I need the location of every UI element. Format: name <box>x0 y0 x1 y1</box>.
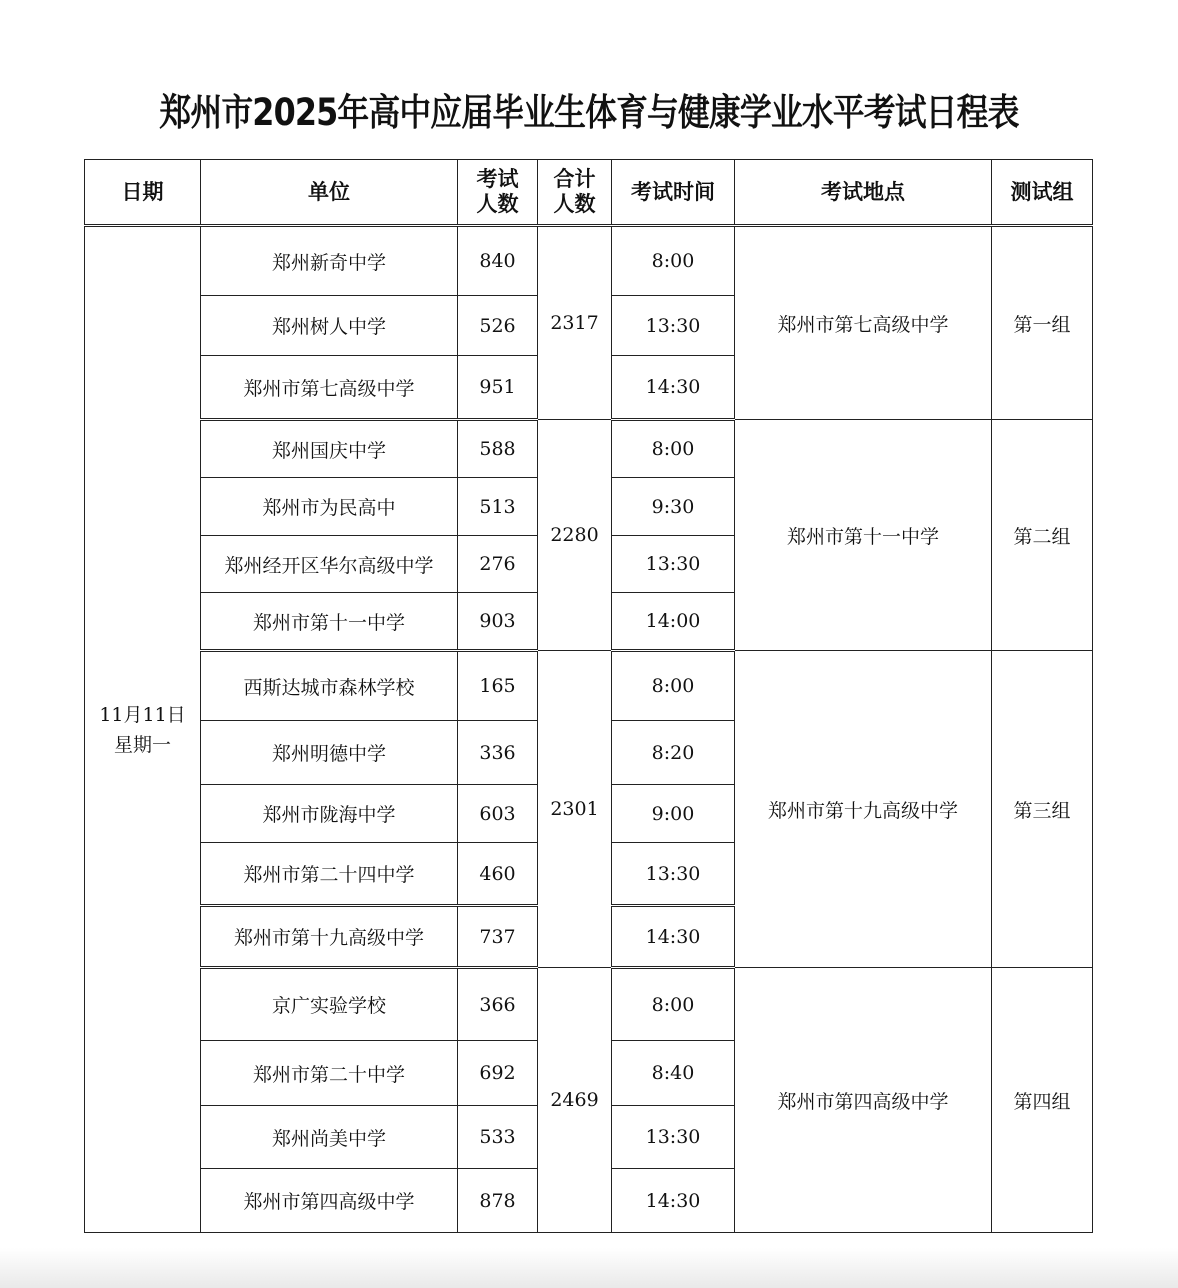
time-cell: 8:00 <box>612 420 735 478</box>
schedule-table <box>84 159 1093 1233</box>
total-cell: 2301 <box>538 651 612 968</box>
count-cell: 366 <box>458 968 538 1041</box>
time-cell: 13:30 <box>612 536 735 593</box>
unit-cell: 郑州市为民高中 <box>201 478 458 536</box>
count-cell: 513 <box>458 478 538 536</box>
location-cell: 郑州市第十一中学 <box>735 420 992 651</box>
unit-cell: 郑州经开区华尔高级中学 <box>201 536 458 593</box>
group-cell: 第四组 <box>992 968 1093 1233</box>
count-cell: 533 <box>458 1106 538 1169</box>
header-total: 合计 人数 <box>538 160 612 226</box>
header-row <box>85 160 1093 226</box>
time-cell: 9:30 <box>612 478 735 536</box>
count-cell: 588 <box>458 420 538 478</box>
unit-cell: 郑州新奇中学 <box>201 226 458 296</box>
time-cell: 13:30 <box>612 843 735 906</box>
unit-cell: 郑州尚美中学 <box>201 1106 458 1169</box>
count-cell: 737 <box>458 906 538 968</box>
time-cell: 9:00 <box>612 785 735 843</box>
count-cell: 878 <box>458 1169 538 1233</box>
header-location: 考试地点 <box>735 160 992 226</box>
count-cell: 840 <box>458 226 538 296</box>
header-date: 日期 <box>85 160 201 226</box>
time-cell: 8:00 <box>612 651 735 721</box>
header-time: 考试时间 <box>612 160 735 226</box>
header-unit: 单位 <box>201 160 458 226</box>
time-cell: 14:00 <box>612 593 735 651</box>
table-row <box>85 420 1093 478</box>
time-cell: 13:30 <box>612 1106 735 1169</box>
count-cell: 526 <box>458 296 538 356</box>
group-cell: 第二组 <box>992 420 1093 651</box>
unit-cell: 西斯达城市森林学校 <box>201 651 458 721</box>
location-cell: 郑州市第四高级中学 <box>735 968 992 1233</box>
count-cell: 603 <box>458 785 538 843</box>
header-count: 考试 人数 <box>458 160 538 226</box>
group-cell: 第一组 <box>992 226 1093 420</box>
unit-cell: 郑州树人中学 <box>201 296 458 356</box>
unit-cell: 京广实验学校 <box>201 968 458 1041</box>
location-cell: 郑州市第七高级中学 <box>735 226 992 420</box>
count-cell: 276 <box>458 536 538 593</box>
date-cell: 11月11日 星期一 <box>85 226 201 1233</box>
unit-cell: 郑州市第十一中学 <box>201 593 458 651</box>
time-cell: 8:00 <box>612 968 735 1041</box>
group-cell: 第三组 <box>992 651 1093 968</box>
total-cell: 2280 <box>538 420 612 651</box>
unit-cell: 郑州市第四高级中学 <box>201 1169 458 1233</box>
time-cell: 13:30 <box>612 296 735 356</box>
time-cell: 8:40 <box>612 1041 735 1106</box>
count-cell: 336 <box>458 721 538 785</box>
count-cell: 692 <box>458 1041 538 1106</box>
page-bottom-shade <box>0 1248 1178 1288</box>
header-group: 测试组 <box>992 160 1093 226</box>
count-cell: 460 <box>458 843 538 906</box>
table-row <box>85 226 1093 296</box>
unit-cell: 郑州市第七高级中学 <box>201 356 458 420</box>
total-cell: 2469 <box>538 968 612 1233</box>
time-cell: 14:30 <box>612 1169 735 1233</box>
unit-cell: 郑州市第十九高级中学 <box>201 906 458 968</box>
table-row <box>85 968 1093 1041</box>
unit-cell: 郑州市第二十中学 <box>201 1041 458 1106</box>
unit-cell: 郑州明德中学 <box>201 721 458 785</box>
time-cell: 8:20 <box>612 721 735 785</box>
location-cell: 郑州市第十九高级中学 <box>735 651 992 968</box>
count-cell: 951 <box>458 356 538 420</box>
total-cell: 2317 <box>538 226 612 420</box>
table-row <box>85 651 1093 721</box>
page-title: 郑州市2025年高中应届毕业生体育与健康学业水平考试日程表 <box>159 91 1019 134</box>
count-cell: 165 <box>458 651 538 721</box>
time-cell: 14:30 <box>612 906 735 968</box>
time-cell: 14:30 <box>612 356 735 420</box>
unit-cell: 郑州国庆中学 <box>201 420 458 478</box>
time-cell: 8:00 <box>612 226 735 296</box>
unit-cell: 郑州市第二十四中学 <box>201 843 458 906</box>
unit-cell: 郑州市陇海中学 <box>201 785 458 843</box>
count-cell: 903 <box>458 593 538 651</box>
